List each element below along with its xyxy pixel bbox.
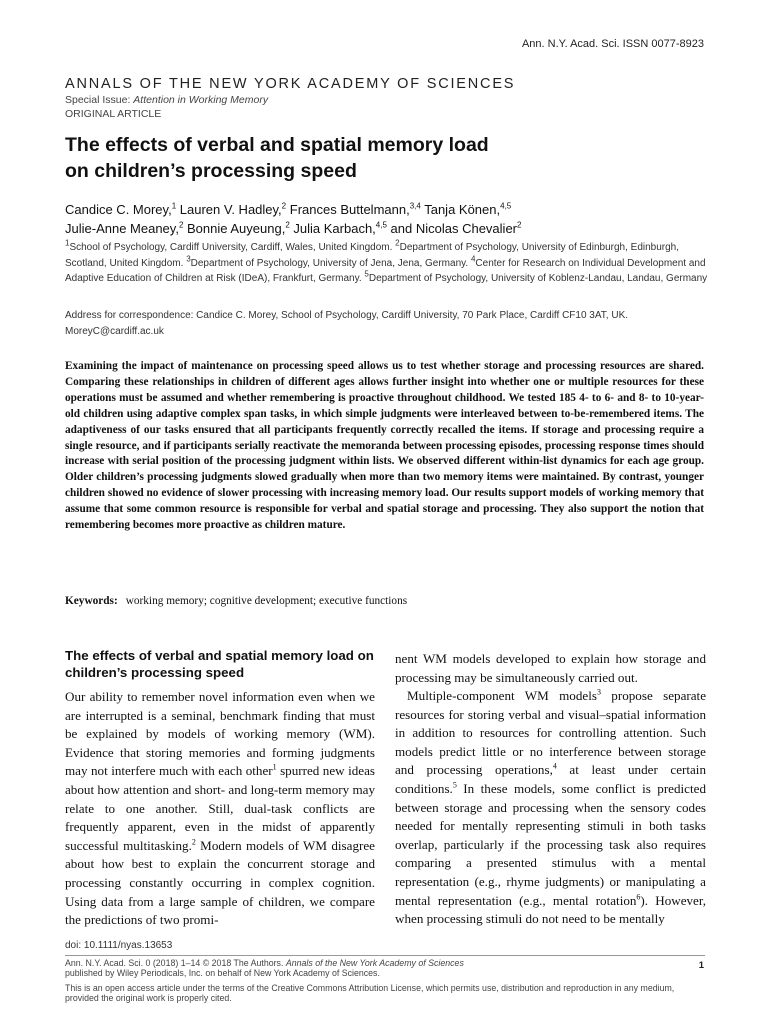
abstract: Examining the impact of maintenance on processing speed allows us to test whether storage and processing resources are shared. Comparing these relationships in children of different ages allows further insight into whether one or multiple resources for these operations must be assumed and whether remembering is proactive throughout childhood. We tested 185 4- to 6- and 8- to 10-year-old children using adaptive complex span tasks, in which simple judgments were interleaved between to-be-remembered items. The adaptiveness of our tasks ensured that all participants frequently correctly recalled the items. If storage and processing require a single resource, and if participants serially reactivate the memoranda between processing episodes, processing response times should increase with serial position of the processing judgment within lists. We observed different within-list dynamics for each age group. Older children’s processing judgments slowed gradually when more than two memory items were maintained. By contrast, younger children showed no evidence of slower processing with increasing memory load. Our results support models of working memory that assume that some common resource is responsible for verbal and spatial storage and processing. They also support the notion that remembering becomes more proactive as children mature. [65,360,704,532]
citation-publisher: published by Wiley Periodicals, Inc. on behalf of New York Academy of Sciences. [65,968,380,978]
body-text: Our ability to remember novel information even when we are interrupted is a seminal, benchmark finding that must be explained by models of working memory (WM). Evidence that storing memories and forming judgments may not interfere much with each other [65,689,375,779]
body-column-right-continuation: nent WM models developed to explain how storage and processing may be simultaneously carried out. [395,651,706,685]
author-affiliation-mark: 1 [171,201,177,211]
author-affiliation-mark: 3,4 [409,201,421,211]
author-affiliation-mark: 2 [517,220,522,230]
affiliation-mark: 4 [470,254,476,264]
author [290,202,421,217]
author [180,202,286,217]
affiliation-text: School of Psychology, Cardiff University, Cardiff, Wales, United Kingdom. [69,242,396,253]
body-text: Multiple-component WM models [407,688,597,703]
body-text: spurred new ideas about how attention and short- and long-term memory may relate to one another. Still, dual-task conflicts are frequently apparent, even in the midst of apparently successful multitasking. [65,763,375,853]
affiliation-mark: 1 [65,238,70,248]
affiliation-mark: 2 [395,238,400,248]
author-name: Julie-Anne Meaney, [65,221,179,236]
footer-divider [65,955,705,956]
special-issue-prefix: Special Issue: [65,94,134,106]
body-text: ). However, when processing stimuli do not need to be mentally [395,892,706,927]
article-type: ORIGINAL ARTICLE [65,108,162,120]
special-issue [65,94,268,106]
article-title [65,132,705,184]
keywords [65,595,407,607]
body-text: propose separate resources for storing verbal and visual–spatial information in addition to resources for controlling attention. Such models predict little or no interference between storage and processing operations, [395,688,707,778]
author [187,221,290,236]
author-affiliation-mark: 2 [285,220,290,230]
author-affiliation-mark: 4,5 [500,201,512,211]
author [65,221,183,236]
affiliations [65,240,715,287]
author-affiliation-mark: 2 [178,220,184,230]
affiliation-mark: 3 [186,254,191,264]
citation-mark: 5 [452,780,457,790]
affiliation-mark: 5 [364,269,369,279]
author-name: and Nicolas Chevalier [390,221,517,236]
citation-mark: 1 [272,763,277,773]
author-name: Bonnie Auyeung, [187,221,286,236]
author-affiliation-mark: 4,5 [375,220,387,230]
author-name: Julia Karbach, [293,221,376,236]
citation-text: Ann. N.Y. Acad. Sci. 0 (2018) 1–14 © 2018 The Authors. [65,958,286,968]
author-name: Candice C. Morey, [65,202,172,217]
author [65,202,176,217]
author-name: Frances Buttelmann, [289,202,410,217]
author-name: Tanja Könen, [424,202,501,217]
citation-mark: 4 [552,762,557,772]
author [391,221,522,236]
author [424,202,511,217]
author [293,221,387,236]
section-heading: The effects of verbal and spatial memory load on children’s processing speed [65,648,374,680]
article-title-line: on children’s processing speed [65,160,357,182]
body-text: In these models, some conflict is predicted between storage and processing when the sensory codes needed for mentally representing stimuli in both tasks overlap, particularly if the processing task also requires comparing a presented stimulus with a mental representation (e.g., rhyme judgments) or manipulating a mental representation (e.g., mental rotation [395,780,706,908]
footer-citation [65,958,625,978]
journal-reference: Ann. N.Y. Acad. Sci. ISSN 0077-8923 [521,38,704,50]
citation-mark: 2 [191,837,196,847]
page-number: 1 [698,960,704,971]
affiliation-text: Department of Psychology, University of Jena, Jena, Germany. [190,257,471,269]
article-title-line: The effects of verbal and spatial memory load [65,134,489,156]
body-column-right [395,687,706,929]
affiliation-text: Center for Research on Individual Development and Adaptive Education of Children at Risk (IDeA), Frankfurt, Germany. [65,257,706,284]
special-issue-title: Attention in Working Memory [133,94,269,106]
author-list [65,200,715,238]
journal-name: ANNALS OF THE NEW YORK ACADEMY OF SCIENCES [65,76,516,92]
citation-mark: 6 [636,892,641,902]
keywords-label: Keywords: [65,595,118,607]
citation-mark: 3 [596,687,601,697]
body-text: at least under certain conditions. [395,762,706,796]
correspondence-address: Address for correspondence: Candice C. Morey, School of Psychology, Cardiff University, 70 Park Place, Cardiff CF10 3AT, UK. MoreyC@cardiff.ac.uk [65,310,629,337]
citation-journal: Annals of the New York Academy of Sciences [285,958,464,968]
body-column-left [65,688,375,930]
author-affiliation-mark: 2 [281,201,287,211]
body-text: Modern models of WM disagree about how best to explain the concurrent storage and processing constantly occurring in complex cognition. Using data from a large sample of children, we compare the predictions of two promi- [65,837,375,928]
author-name: Lauren V. Hadley, [179,202,282,217]
license-notice: This is an open access article under the terms of the Creative Commons Attribution License, which permits use, distribution and reproduction in any medium, provided the original work is properly cited. [65,983,675,1003]
doi: doi: 10.1111/nyas.13653 [65,940,173,951]
affiliation-text: Department of Psychology, University of Koblenz-Landau, Landau, Germany [368,273,708,284]
keywords-list: working memory; cognitive development; executive functions [125,595,408,607]
affiliation-text: Department of Psychology, University of Edinburgh, Edinburgh, Scotland, United Kingdom. [65,242,680,269]
